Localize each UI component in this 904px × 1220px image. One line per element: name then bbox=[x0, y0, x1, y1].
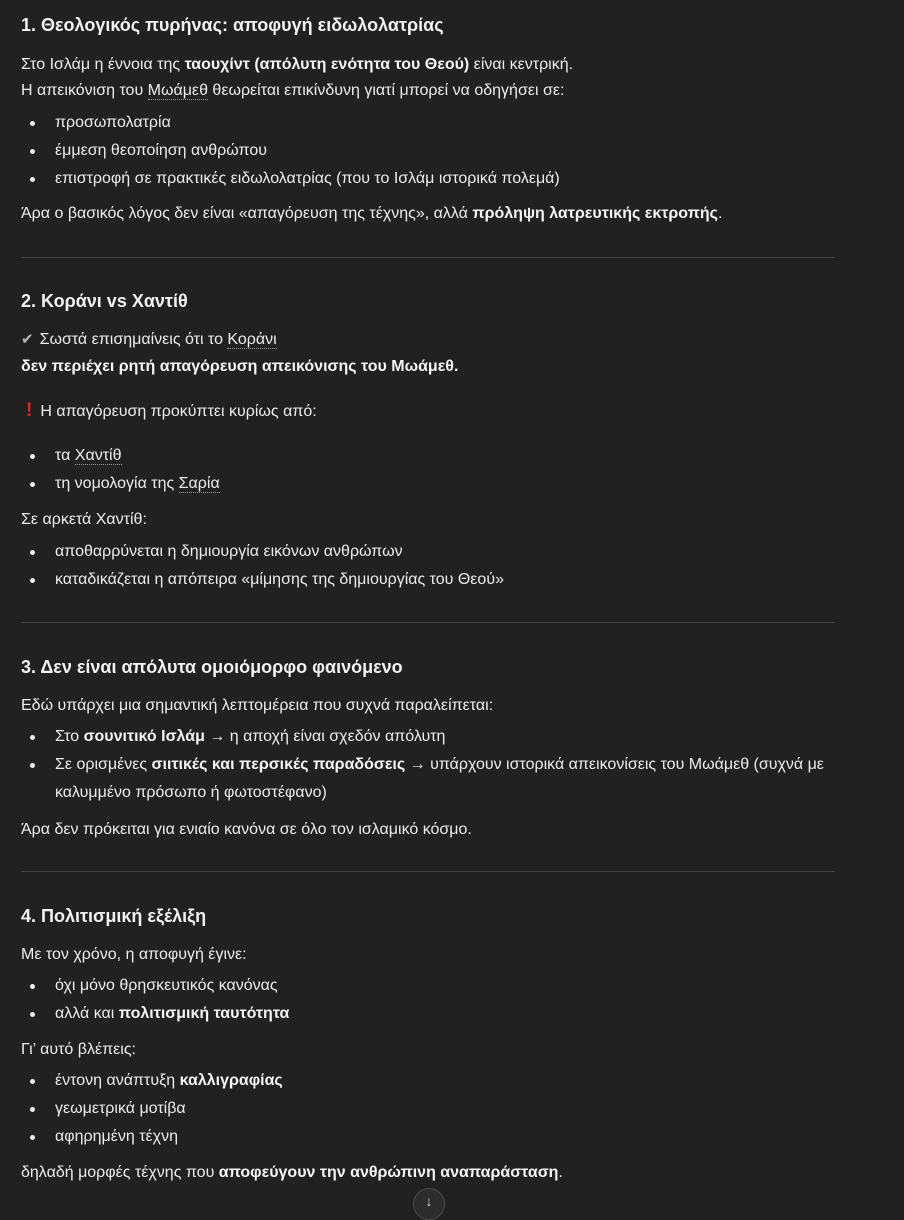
text: Σε ορισμένες bbox=[55, 756, 152, 773]
list-item: γεωμετρικά μοτίβα bbox=[21, 1095, 835, 1123]
bold-text: αποφεύγουν την ανθρώπινη αναπαράσταση bbox=[218, 1164, 559, 1181]
section-4-heading: 4. Πολιτισμική εξέλιξη bbox=[21, 906, 207, 926]
text: τη νομολογία της bbox=[55, 475, 179, 492]
text: αλλά και bbox=[55, 1005, 119, 1022]
entity-link-hadith[interactable]: Χαντίθ bbox=[74, 447, 122, 464]
text: → υπάρχουν ιστορικά απεικονίσεις του Μωάμεθ (συχνά με καλυμμένο πρόσωπο ή φωτοστέφανο) bbox=[55, 756, 824, 801]
text: . bbox=[558, 1164, 563, 1181]
text: Η απαγόρευση προκύπτει κυρίως από: bbox=[40, 403, 317, 420]
exclamation-icon: ! bbox=[26, 400, 33, 421]
list-item bbox=[21, 723, 835, 751]
bold-text: ταουχίντ (απόλυτη ενότητα του Θεού) bbox=[184, 56, 470, 73]
section-4-paragraph-1: Με τον χρόνο, η αποφυγή έγινε: bbox=[21, 946, 247, 963]
section-3-conclusion: Άρα δεν πρόκειται για ενιαίο κανόνα σε όλο τον ισλαμικό κόσμο. bbox=[21, 821, 472, 838]
bold-text: σιιτικές και περσικές παραδόσεις bbox=[151, 756, 406, 773]
section-4-list-2 bbox=[21, 1067, 835, 1151]
section-2-paragraph-3: Σε αρκετά Χαντίθ: bbox=[21, 511, 147, 528]
list-item: επιστροφή σε πρακτικές ειδωλολατρίας (που το Ισλάμ ιστορικά πολεμά) bbox=[21, 165, 835, 193]
section-4-paragraph-2: Γι’ αυτό βλέπεις: bbox=[21, 1041, 136, 1058]
list-item bbox=[21, 442, 835, 470]
section-2-list-2 bbox=[21, 538, 835, 594]
bold-text: σουνιτικό Ισλάμ bbox=[83, 728, 205, 745]
bold-text: πολιτισμική ταυτότητα bbox=[118, 1005, 290, 1022]
text: Άρα ο βασικός λόγος δεν είναι «απαγόρευση της τέχνης», αλλά bbox=[21, 205, 473, 222]
bold-text: πρόληψη λατρευτικής εκτροπής bbox=[472, 205, 718, 222]
entity-link-quran[interactable]: Κοράνι bbox=[227, 331, 277, 348]
section-3-heading: 3. Δεν είναι απόλυτα ομοιόμορφο φαινόμενο bbox=[21, 657, 403, 677]
text: τα bbox=[55, 447, 75, 464]
list-item bbox=[21, 751, 835, 807]
bold-text: καλλιγραφίας bbox=[179, 1072, 283, 1089]
entity-link-sharia[interactable]: Σαρία bbox=[178, 475, 220, 492]
section-4-conclusion bbox=[21, 1159, 563, 1187]
section-3-list bbox=[21, 723, 835, 807]
section-1-list bbox=[21, 109, 835, 193]
section-2-heading: 2. Κοράνι vs Χαντίθ bbox=[21, 291, 188, 311]
divider bbox=[21, 257, 835, 258]
text: θεωρείται επικίνδυνη γιατί μπορεί να οδηγήσει σε: bbox=[207, 82, 565, 99]
text: Σωστά επισημαίνεις ότι το bbox=[39, 331, 228, 348]
divider bbox=[21, 871, 835, 872]
list-item: προσωπολατρία bbox=[21, 109, 835, 137]
checkmark-icon: ✔ bbox=[21, 331, 34, 348]
list-item: όχι μόνο θρησκευτικός κανόνας bbox=[21, 972, 835, 1000]
section-2-list-1 bbox=[21, 442, 835, 498]
section-4-list-1 bbox=[21, 972, 835, 1028]
text: Στο bbox=[55, 728, 84, 745]
arrow-down-icon: ↓ bbox=[425, 1193, 433, 1209]
text: . bbox=[717, 205, 723, 222]
list-item bbox=[21, 1000, 835, 1028]
section-2-paragraph-1 bbox=[21, 326, 277, 354]
list-item: αφηρημένη τέχνη bbox=[21, 1123, 835, 1151]
text: είναι κεντρική. bbox=[469, 56, 574, 73]
list-item bbox=[21, 470, 835, 498]
section-2-paragraph-1-bold bbox=[21, 353, 458, 381]
section-1-paragraph-2 bbox=[21, 77, 564, 105]
text: Η απεικόνιση του bbox=[21, 82, 148, 99]
section-2-paragraph-2 bbox=[21, 397, 317, 426]
list-item: καταδικάζεται η απόπειρα «μίμησης της δημιουργίας του Θεού» bbox=[21, 566, 835, 594]
section-1-conclusion bbox=[21, 200, 722, 228]
section-3-paragraph-1: Εδώ υπάρχει μια σημαντική λεπτομέρεια που συχνά παραλείπεται: bbox=[21, 697, 494, 714]
divider bbox=[21, 622, 835, 623]
list-item: έμμεση θεοποίηση ανθρώπου bbox=[21, 137, 835, 165]
section-1-paragraph-1 bbox=[21, 51, 573, 79]
list-item: αποθαρρύνεται η δημιουργία εικόνων ανθρώπων bbox=[21, 538, 835, 566]
text: έντονη ανάπτυξη bbox=[55, 1072, 180, 1089]
bold-text: δεν περιέχει ρητή απαγόρευση απεικόνισης του Μωάμεθ. bbox=[21, 358, 459, 375]
text: δηλαδή μορφές τέχνης που bbox=[21, 1164, 219, 1181]
list-item bbox=[21, 1067, 835, 1095]
text: → η αποχή είναι σχεδόν απόλυτη bbox=[204, 728, 446, 745]
text: Στο Ισλάμ η έννοια της bbox=[21, 56, 185, 73]
scroll-to-bottom-button[interactable] bbox=[413, 1188, 445, 1220]
section-1-heading: 1. Θεολογικός πυρήνας: αποφυγή ειδωλολατρίας bbox=[21, 15, 444, 35]
entity-link-mohammed[interactable]: Μωάμεθ bbox=[147, 82, 208, 99]
